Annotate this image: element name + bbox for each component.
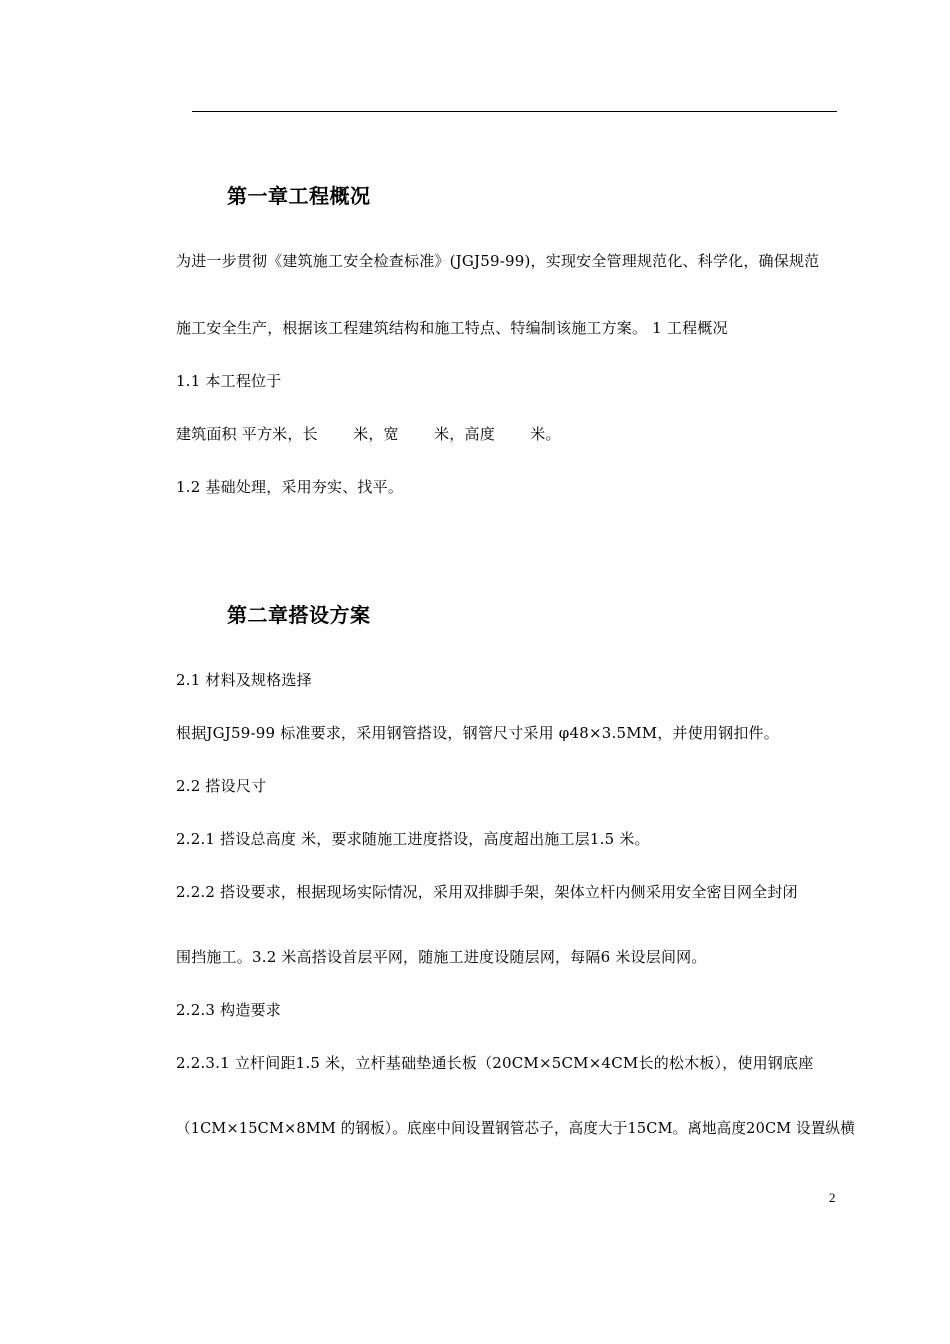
chapter-1-intro-line-2: 施工安全生产，根据该工程建筑结构和施工特点、特编制该施工方案。 1 工程概况 — [176, 319, 728, 337]
section-1-1: 1.1 本工程位于 — [176, 372, 282, 390]
page-number: 2 — [829, 1190, 836, 1205]
header-rule — [192, 111, 837, 112]
section-2-2: 2.2 搭设尺寸 — [176, 777, 267, 795]
section-2-2-3-1-line-2: （1CM×15CM×8MM 的钢板）。底座中间设置钢管芯子，高度大于15CM。离地高度20CM 设置纵横 — [176, 1119, 855, 1137]
chapter-2-title: 第二章搭设方案 — [227, 603, 371, 627]
section-2-2-2-line-2: 围挡施工。3.2 米高搭设首层平网，随施工进度设随层网，每隔6 米设层间网。 — [176, 948, 707, 966]
section-1-2: 1.2 基础处理，采用夯实、找平。 — [176, 478, 404, 496]
section-2-2-1: 2.2.1 搭设总高度 米，要求随施工进度搭设，高度超出施工层1.5 米。 — [176, 830, 650, 848]
building-area-line: 建筑面积 平方米，长 米，宽 米，高度 米。 — [176, 425, 561, 443]
chapter-1-title: 第一章工程概况 — [227, 184, 371, 208]
materials-line: 根据JGJ59-99 标准要求，采用钢管搭设，钢管尺寸采用 φ48×3.5MM，并使用钢扣件。 — [176, 724, 779, 742]
section-2-2-3: 2.2.3 构造要求 — [176, 1001, 281, 1019]
section-2-2-2-line-1: 2.2.2 搭设要求，根据现场实际情况，采用双排脚手架，架体立杆内侧采用安全密目网全封闭 — [176, 883, 798, 901]
section-2-2-3-1-line-1: 2.2.3.1 立杆间距1.5 米，立杆基础垫通长板（20CM×5CM×4CM长的松木板），使用钢底座 — [176, 1054, 814, 1072]
chapter-1-intro-line-1: 为进一步贯彻《建筑施工安全检查标准》(JGJ59-99)，实现安全管理规范化、科学化，确保规范 — [176, 252, 820, 270]
section-2-1: 2.1 材料及规格选择 — [176, 671, 312, 689]
